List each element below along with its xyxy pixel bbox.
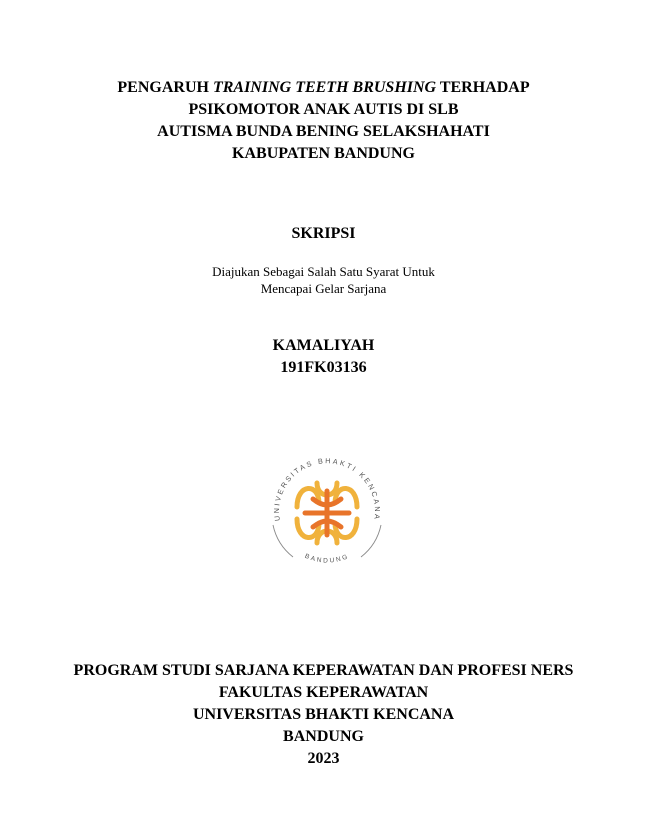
submission-line-1: Diajukan Sebagai Salah Satu Syarat Untuk xyxy=(212,264,435,279)
logo-arc-text: UNIVERSITAS BHAKTI KENCANA xyxy=(271,456,383,522)
university-logo xyxy=(263,448,391,578)
institution-block xyxy=(0,660,647,770)
year: 2023 xyxy=(307,750,340,767)
logo-flower-emblem xyxy=(297,483,357,543)
submission-line-2: Mencapai Gelar Sarjana xyxy=(260,281,387,296)
city-name: BANDUNG xyxy=(283,728,364,745)
submission-statement xyxy=(0,263,647,297)
faculty-name: FAKULTAS KEPERAWATAN xyxy=(218,684,429,701)
title-line-3: AUTISMA BUNDA BENING SELAKSHAHATI xyxy=(157,123,490,140)
title-line-2: PSIKOMOTOR ANAK AUTIS DI SLB xyxy=(188,101,459,118)
title-prefix: PENGARUH xyxy=(117,79,213,96)
title-line-4: KABUPATEN BANDUNG xyxy=(232,145,415,162)
title-suffix: TERHADAP xyxy=(436,79,530,96)
student-id: 191FK03136 xyxy=(280,359,367,376)
study-program: PROGRAM STUDI SARJANA KEPERAWATAN DAN PROFESI NERS xyxy=(73,662,574,679)
document-type: SKRIPSI xyxy=(291,225,356,242)
title-italic-phrase: TRAINING TEETH BRUSHING xyxy=(212,79,437,96)
author-block xyxy=(0,335,647,379)
university-name: UNIVERSITAS BHAKTI KENCANA xyxy=(192,706,455,723)
title-line-1 xyxy=(0,77,647,99)
logo-bottom-text: BANDUNG xyxy=(303,552,351,565)
author-name: KAMALIYAH xyxy=(272,337,375,354)
thesis-title xyxy=(0,77,647,165)
